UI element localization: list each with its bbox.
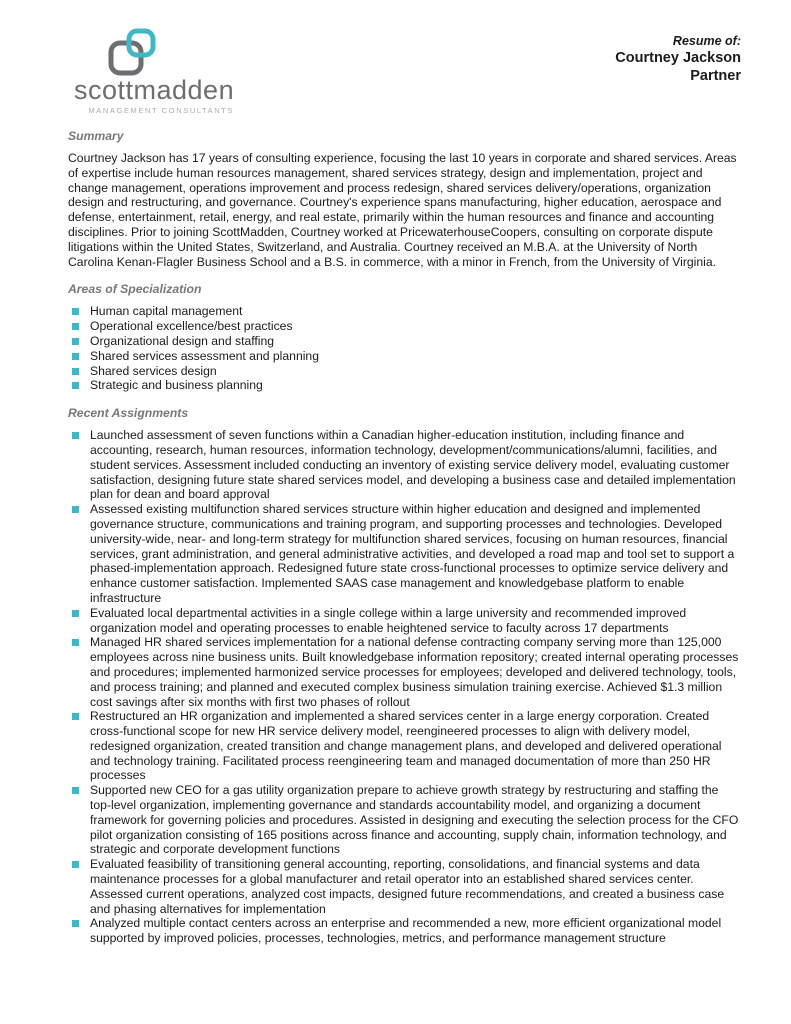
bullet-square-icon [72,323,79,330]
bullet-square-icon [72,610,79,617]
specialization-heading: Areas of Specialization [68,282,202,297]
bullet-square-icon [72,368,79,375]
resume-of-label: Resume of: [672,34,741,48]
person-name: Courtney Jackson [615,50,741,66]
assignment-list-item [68,635,741,709]
summary-paragraph: Courtney Jackson has 17 years of consulting experience, focusing the last 10 years in corporate and shared services. Areas of expertise include human resources management, shared services strategy, design and implementation, project and change management, operations improvement and process redesign, shared services delivery/operations, organization design and restructuring, and governance. Courtney's experience spans manufacturing, higher education, aerospace and defense, entertainment, retail, energy, and real estate, primarily within the human resources and finance and accounting disciplines. Prior to joining ScottMadden, Courtney worked at PricewaterhouseCoopers, consulting on corporate dispute litigations within the United States, Switzerland, and Australia. Courtney received an M.B.A. at the University of North Carolina Kenan-Flagler Business School and a B.S. in commerce, with a minor in French, from the University of Virginia. [68,151,737,269]
list-item-text: Restructured an HR organization and implemented a shared services center in a large energy corporation. Created cross-functional scope for new HR service delivery model, reengineered processes to align with delivery model, redesigned organization, created transition and change management plans, and developed and delivered operational and technology training. Facilitated process reengineering team and managed documentation of more than 250 HR processes [90,709,722,783]
page-header [68,28,741,115]
bullet-square-icon [72,920,79,927]
specialization-list-item [68,319,741,334]
list-item-text: Shared services assessment and planning [90,348,319,363]
bullet-square-icon [72,639,79,646]
assignment-list-item [68,783,741,857]
list-item-text: Managed HR shared services implementation for a national defense contracting company serving more than 125,000 employees across nine business units. Built knowledgebase information repository; created internal operating processes and procedures; implemented harmonized service processes for employees; developed and delivered technology, tools, and process training; and planned and executed complex business simulation training exercise. Achieved $1.3 million cost savings after six months with first two phases of rollout [90,635,739,709]
logo-tagline: MANAGEMENT CONSULTANTS [88,106,235,115]
specialization-list-item [68,304,741,319]
bullet-square-icon [72,382,79,389]
bullet-square-icon [72,308,79,315]
person-title: Partner [690,68,741,84]
logo-wordmark: scottmadden [74,75,235,105]
summary-heading: Summary [68,129,124,143]
list-item-text: Strategic and business planning [90,378,263,393]
summary-section [68,129,741,269]
specialization-list-item [68,334,741,349]
list-item-text: Organizational design and staffing [90,333,275,348]
scottmadden-logo [68,28,234,115]
assignment-list-item [68,709,741,783]
assignments-heading: Recent Assignments [68,406,189,421]
bullet-square-icon [72,787,79,794]
bullet-square-icon [72,506,79,513]
resume-title-block [615,28,741,85]
assignment-list-item [68,857,741,916]
list-item-text: Supported new CEO for a gas utility organization prepare to achieve growth strategy by restructuring and staffing the top-level organization, implementing governance and standards accountability model, and organizing a document framework for governing policies and procedures. Assisted in designing and executing the selection process for the CFO pilot organization consisting of 165 positions across finance and accounting, supply chain, information technology, and strategic and corporate development functions [90,783,739,857]
specialization-list [68,304,741,393]
bullet-square-icon [72,353,79,360]
bullet-square-icon [72,861,79,868]
list-item-text: Assessed existing multifunction shared services structure within higher education and designed and implemented governance structure, communications and training program, and supporting processes and technologies. Developed university-wide, near- and long-term strategy for multifunction shared services, focusing on human resources, financial services, grant administration, and general administrative activities, and developed a road map and tool set to support a phased-implementation approach. Redesigned future state cross-functional processes to optimize service delivery and enhance customer satisfaction. Implemented SAAS case management and knowledgebase platform to enable infrastructure [90,502,735,605]
list-item-text: Evaluated local departmental activities in a single college within a large university and recommended improved organization model and operating processes to enable heightened service to faculty across 17 departments [90,605,687,635]
specialization-list-item [68,364,741,379]
assignment-list-item [68,916,741,946]
list-item-text: Shared services design [90,363,217,378]
overlapping-squares-logo-icon [106,28,162,78]
bullet-square-icon [72,713,79,720]
assignments-list [68,428,741,946]
list-item-text: Evaluated feasibility of transitioning general accounting, reporting, consolidations, and financial systems and data maintenance processes for a global manufacturer and retail operator into an established shared services center. Assessed current operations, analyzed cost impacts, designed future recommendations, and created a business case and phasing alternatives for implementation [90,857,725,916]
list-item-text: Launched assessment of seven functions within a Canadian higher-education institution, including finance and accounting, research, human resources, information technology, development/communications/alumni, facilities, and student services. Assessment included conducting an inventory of existing service delivery model, evaluating customer satisfaction, designing future state shared services model, and developing a business case and detailed implementation plan for dean and board approval [90,428,736,502]
specialization-section [68,282,741,393]
assignments-section [68,406,741,946]
list-item-text: Operational excellence/best practices [90,319,293,334]
assignment-list-item [68,428,741,502]
assignment-list-item [68,606,741,636]
list-item-text: Analyzed multiple contact centers across an enterprise and recommended a new, more efficient organizational model supported by improved policies, processes, technologies, metrics, and performance management structure [90,916,722,946]
list-item-text: Human capital management [90,304,243,319]
bullet-square-icon [72,338,79,345]
specialization-list-item [68,349,741,364]
bullet-square-icon [72,432,79,439]
specialization-list-item [68,378,741,393]
assignment-list-item [68,502,741,606]
